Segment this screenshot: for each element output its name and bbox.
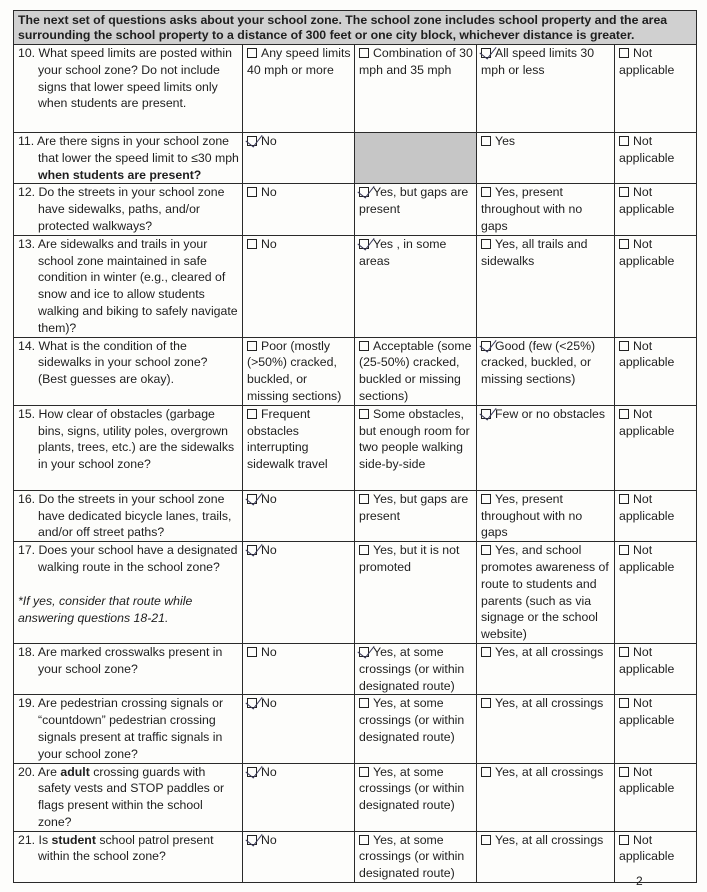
answer-option-label: Not applicable xyxy=(619,236,675,268)
answer-option-label: Few or no obstacles xyxy=(495,406,606,421)
answer-option[interactable] xyxy=(477,45,615,133)
answer-option-label: Not applicable xyxy=(619,832,675,864)
answer-option[interactable] xyxy=(615,45,697,133)
answer-option-label: Not applicable xyxy=(619,491,675,523)
checkbox-icon[interactable] xyxy=(481,239,491,249)
checkbox-icon[interactable] xyxy=(481,647,491,657)
answer-option[interactable] xyxy=(355,542,477,644)
checkbox-icon[interactable] xyxy=(359,545,369,555)
question-number: 20. xyxy=(18,764,36,779)
answer-option[interactable] xyxy=(243,405,355,490)
answer-option-label: No xyxy=(261,134,277,148)
answer-option[interactable] xyxy=(355,337,477,405)
question-cell xyxy=(14,763,243,831)
answer-option[interactable] xyxy=(615,184,697,235)
answer-option-label: Yes, at some crossings (or within designated route) xyxy=(359,764,465,813)
checkbox-icon[interactable] xyxy=(619,835,629,845)
answer-option[interactable] xyxy=(477,405,615,490)
answer-option[interactable] xyxy=(615,235,697,337)
answer-option-label: Not applicable xyxy=(619,406,675,438)
answer-option[interactable] xyxy=(243,542,355,644)
checkbox-icon[interactable] xyxy=(619,767,629,777)
question-row xyxy=(14,45,697,133)
answer-option-label: Yes, at all crossings xyxy=(495,832,604,847)
school-zone-questionnaire xyxy=(13,10,697,883)
answer-option[interactable] xyxy=(615,337,697,405)
answer-option[interactable] xyxy=(615,133,697,184)
question-body: Are marked crosswalks present in your school zone? xyxy=(37,644,223,676)
question-emphasis: when students are present? xyxy=(38,167,202,182)
checkbox-icon[interactable] xyxy=(481,767,491,777)
answer-option-label: Not applicable xyxy=(619,46,675,77)
checkbox-icon[interactable] xyxy=(619,409,629,419)
answer-option-label: Not applicable xyxy=(619,185,675,217)
checked-checkbox-icon[interactable] xyxy=(481,409,491,419)
answer-option[interactable] xyxy=(243,133,355,184)
question-body: How clear of obstacles (garbage bins, signs, utility poles, overgrown plants, trees, etc.) are the sidewalks in your school zone? xyxy=(38,406,235,472)
question-body: What speed limits are posted within your school zone? Do not include signs that lower speed limits only when students are present. xyxy=(38,46,232,111)
checkbox-icon[interactable] xyxy=(359,494,369,504)
answer-option-label: Yes, but gaps are present xyxy=(359,185,469,217)
answer-option-label: Yes, and school promotes awareness of route to students and parents (such as via signage or the school website) xyxy=(481,543,609,642)
answer-option-label: Yes, at all crossings xyxy=(495,696,604,711)
question-number: 11. xyxy=(18,134,35,148)
question-row xyxy=(14,542,697,644)
answer-option-label: Acceptable (some (25-50%) cracked, buckled or missing sections) xyxy=(359,338,472,403)
question-emphasis: adult xyxy=(60,764,90,779)
answer-option-label: No xyxy=(261,832,277,847)
answer-option[interactable] xyxy=(355,831,477,882)
answer-option[interactable] xyxy=(243,235,355,337)
checkbox-icon[interactable] xyxy=(481,187,491,197)
answer-option[interactable] xyxy=(243,831,355,882)
answer-option[interactable] xyxy=(615,643,697,694)
question-text xyxy=(18,338,239,388)
checked-checkbox-icon[interactable] xyxy=(247,698,257,708)
checkbox-icon[interactable] xyxy=(247,341,257,351)
answer-option[interactable] xyxy=(243,45,355,133)
question-number: 15. xyxy=(18,406,36,421)
question-text xyxy=(18,236,239,337)
question-row xyxy=(14,643,697,694)
answer-option[interactable] xyxy=(243,490,355,541)
checkbox-icon[interactable] xyxy=(247,647,257,657)
checkbox-icon[interactable] xyxy=(359,409,369,419)
answer-option[interactable] xyxy=(615,542,697,644)
question-body: crossing guards with safety vests and STOP paddles or flags present within the school zone? xyxy=(38,764,225,829)
question-text xyxy=(18,184,239,234)
checkbox-icon[interactable] xyxy=(359,767,369,777)
answer-option[interactable] xyxy=(615,831,697,882)
checked-checkbox-icon[interactable] xyxy=(247,494,257,504)
answer-option[interactable] xyxy=(243,643,355,694)
question-body: Is xyxy=(38,832,52,847)
question-row xyxy=(14,337,697,405)
checkbox-icon[interactable] xyxy=(619,136,629,146)
checkbox-icon[interactable] xyxy=(619,698,629,708)
section-header-row xyxy=(14,11,697,45)
answer-option-label: Yes, but it is not promoted xyxy=(359,543,460,574)
question-number: 16. xyxy=(18,491,36,506)
question-text xyxy=(18,764,239,831)
checkbox-icon[interactable] xyxy=(481,545,491,555)
checked-checkbox-icon[interactable] xyxy=(247,767,257,777)
question-body: school patrol present within the school zone? xyxy=(38,832,214,864)
answer-option[interactable] xyxy=(477,235,615,337)
answer-option[interactable] xyxy=(355,643,477,694)
checkbox-icon[interactable] xyxy=(619,494,629,504)
answer-option[interactable] xyxy=(243,337,355,405)
question-row xyxy=(14,405,697,490)
answer-option-label: No xyxy=(261,236,277,251)
question-number: 18. xyxy=(18,644,36,659)
answer-option[interactable] xyxy=(355,405,477,490)
question-body: Are xyxy=(37,764,61,779)
question-text xyxy=(18,406,239,473)
answer-option-label: Yes, at some crossings (or within designated route) xyxy=(359,832,465,881)
question-row xyxy=(14,831,697,882)
question-text xyxy=(18,542,239,576)
question-row xyxy=(14,763,697,831)
checkbox-icon[interactable] xyxy=(619,647,629,657)
question-text xyxy=(18,45,239,112)
answer-option-label: Yes xyxy=(495,134,516,148)
answer-option[interactable] xyxy=(355,695,477,763)
answer-option[interactable] xyxy=(355,184,477,235)
answer-option[interactable] xyxy=(477,643,615,694)
answer-option-label: No xyxy=(261,185,277,200)
answer-option-label: Yes, at all crossings xyxy=(495,764,604,779)
question-number: 19. xyxy=(18,696,36,711)
answer-option[interactable] xyxy=(477,490,615,541)
answer-option-label: Not applicable xyxy=(619,134,675,165)
question-number: 13. xyxy=(18,236,36,251)
checkbox-icon[interactable] xyxy=(247,48,257,58)
answer-option-label: Some obstacles, but enough room for two people walking side-by-side xyxy=(359,406,470,472)
answer-option-label: Yes, all trails and sidewalks xyxy=(481,236,588,268)
answer-option-label: Not applicable xyxy=(619,644,675,676)
question-number: 21. xyxy=(18,832,36,847)
answer-option[interactable] xyxy=(477,184,615,235)
question-cell xyxy=(14,405,243,490)
checkbox-icon[interactable] xyxy=(247,239,257,249)
question-body: What is the condition of the sidewalks in your school zone? (Best guesses are okay). xyxy=(38,338,208,387)
question-number: 14. xyxy=(18,338,36,353)
answer-option-label: No xyxy=(261,491,277,506)
question-row xyxy=(14,133,697,184)
question-body: Do the streets in your school zone have sidewalks, paths, and/or protected walkways? xyxy=(38,185,225,233)
checkbox-icon[interactable] xyxy=(619,48,629,58)
answer-option-label: No xyxy=(261,764,277,779)
question-cell xyxy=(14,643,243,694)
answer-option-label: No xyxy=(261,543,277,558)
question-text xyxy=(18,832,239,866)
answer-option[interactable] xyxy=(243,763,355,831)
answer-option[interactable] xyxy=(355,763,477,831)
answer-option-label: Yes, at all crossings xyxy=(495,644,604,659)
answer-option[interactable] xyxy=(355,235,477,337)
answer-option-label: No xyxy=(261,696,277,711)
checkbox-icon[interactable] xyxy=(619,545,629,555)
answer-option[interactable] xyxy=(615,405,697,490)
checked-checkbox-icon[interactable] xyxy=(247,545,257,555)
answer-option-label: No xyxy=(261,644,277,659)
answer-option[interactable] xyxy=(355,490,477,541)
answer-option-label: Yes, present throughout with no gaps xyxy=(481,185,583,233)
page-number: 2 xyxy=(636,874,643,888)
question-cell xyxy=(14,133,243,184)
question-body: Are pedestrian crossing signals or “countdown” pedestrian crossing signals present at traffic signals in your school zone? xyxy=(37,696,224,761)
checkbox-icon[interactable] xyxy=(359,48,369,58)
question-row xyxy=(14,235,697,337)
answer-option[interactable] xyxy=(477,542,615,644)
checked-checkbox-icon[interactable] xyxy=(359,187,369,197)
answer-option[interactable] xyxy=(243,695,355,763)
answer-option-label: Combination of 30 mph and 35 mph xyxy=(359,46,473,77)
question-number: 10. xyxy=(18,46,36,60)
checkbox-icon[interactable] xyxy=(619,239,629,249)
section-header-line-2: surrounding the school property to a distance of 300 feet or one city block, whichever distance is greater. xyxy=(18,28,635,42)
checkbox-icon[interactable] xyxy=(359,835,369,845)
answer-option-label: Frequent obstacles interrupting sidewalk travel xyxy=(247,406,328,472)
question-row xyxy=(14,695,697,763)
question-body: Are sidewalks and trails in your school zone maintained in safe condition in winter (e.g., cleared of snow and ice to allow students walking and biking to safely navigate them)? xyxy=(37,236,238,335)
question-number: 17. xyxy=(18,543,36,558)
checkbox-icon[interactable] xyxy=(247,409,257,419)
answer-option-label: Yes, at some crossings (or within designated route) xyxy=(359,644,465,693)
checked-checkbox-icon[interactable] xyxy=(481,48,491,58)
answer-option-label: Not applicable xyxy=(619,338,675,370)
answer-option[interactable] xyxy=(615,490,697,541)
answer-option[interactable] xyxy=(243,184,355,235)
answer-option-label: Yes, present throughout with no gaps xyxy=(481,491,583,540)
checkbox-icon[interactable] xyxy=(481,136,491,146)
answer-option[interactable] xyxy=(477,831,615,882)
answer-option-label: Poor (mostly (>50%) cracked, buckled, or missing sections) xyxy=(247,338,342,403)
checkbox-icon[interactable] xyxy=(481,835,491,845)
answer-option-label: Good (few (<25%) cracked, buckled, or missing sections) xyxy=(481,338,596,387)
checked-checkbox-icon[interactable] xyxy=(481,341,491,351)
answer-option[interactable] xyxy=(355,45,477,133)
checked-checkbox-icon[interactable] xyxy=(359,647,369,657)
question-text xyxy=(18,133,239,183)
question-note: *If yes, consider that route while answering questions 18-21. xyxy=(18,593,193,625)
answer-option-label: Yes, but gaps are present xyxy=(359,491,469,523)
question-cell xyxy=(14,542,243,644)
question-emphasis: student xyxy=(51,832,96,847)
answer-option-label: Not applicable xyxy=(619,543,675,574)
question-cell xyxy=(14,235,243,337)
checked-checkbox-icon[interactable] xyxy=(247,835,257,845)
question-body: Do the streets in your school zone have dedicated bicycle lanes, trails, and/or off street paths? xyxy=(38,491,232,540)
question-cell xyxy=(14,337,243,405)
answer-option[interactable] xyxy=(477,763,615,831)
question-cell xyxy=(14,184,243,235)
question-row xyxy=(14,184,697,235)
answer-option[interactable] xyxy=(477,337,615,405)
answer-option[interactable] xyxy=(615,763,697,831)
question-cell xyxy=(14,490,243,541)
checked-checkbox-icon[interactable] xyxy=(359,239,369,249)
question-row xyxy=(14,490,697,541)
checkbox-icon[interactable] xyxy=(359,341,369,351)
question-cell xyxy=(14,695,243,763)
checkbox-icon[interactable] xyxy=(247,187,257,197)
checked-checkbox-icon[interactable] xyxy=(247,136,257,146)
question-cell xyxy=(14,831,243,882)
question-number: 12. xyxy=(18,185,36,200)
answer-option-label: Any speed limits 40 mph or more xyxy=(247,46,351,77)
question-text xyxy=(18,644,239,678)
checkbox-icon[interactable] xyxy=(619,187,629,197)
answer-option-label: Yes , in some areas xyxy=(359,236,447,268)
checkbox-icon[interactable] xyxy=(619,341,629,351)
question-body: Are there signs in your school zone that lower the speed limit to ≤30 mph xyxy=(36,134,239,165)
question-text xyxy=(18,695,239,762)
answer-option-label: Yes, at some crossings (or within designated route) xyxy=(359,696,465,744)
answer-option[interactable] xyxy=(477,695,615,763)
question-cell xyxy=(14,45,243,133)
answer-option[interactable] xyxy=(477,133,615,184)
checkbox-icon[interactable] xyxy=(481,494,491,504)
shaded-empty-cell xyxy=(355,133,477,184)
section-header-line-1: The next set of questions asks about your school zone. The school zone includes school property and the area xyxy=(18,13,668,27)
checkbox-icon[interactable] xyxy=(481,698,491,708)
answer-option-label: Not applicable xyxy=(619,696,675,728)
answer-option[interactable] xyxy=(615,695,697,763)
answer-option-label: All speed limits 30 mph or less xyxy=(481,46,595,77)
checkbox-icon[interactable] xyxy=(359,698,369,708)
question-text xyxy=(18,491,239,541)
section-header xyxy=(14,11,697,45)
answer-option-label: Not applicable xyxy=(619,764,675,796)
question-body: Does your school have a designated walking route in the school zone? xyxy=(38,543,238,574)
